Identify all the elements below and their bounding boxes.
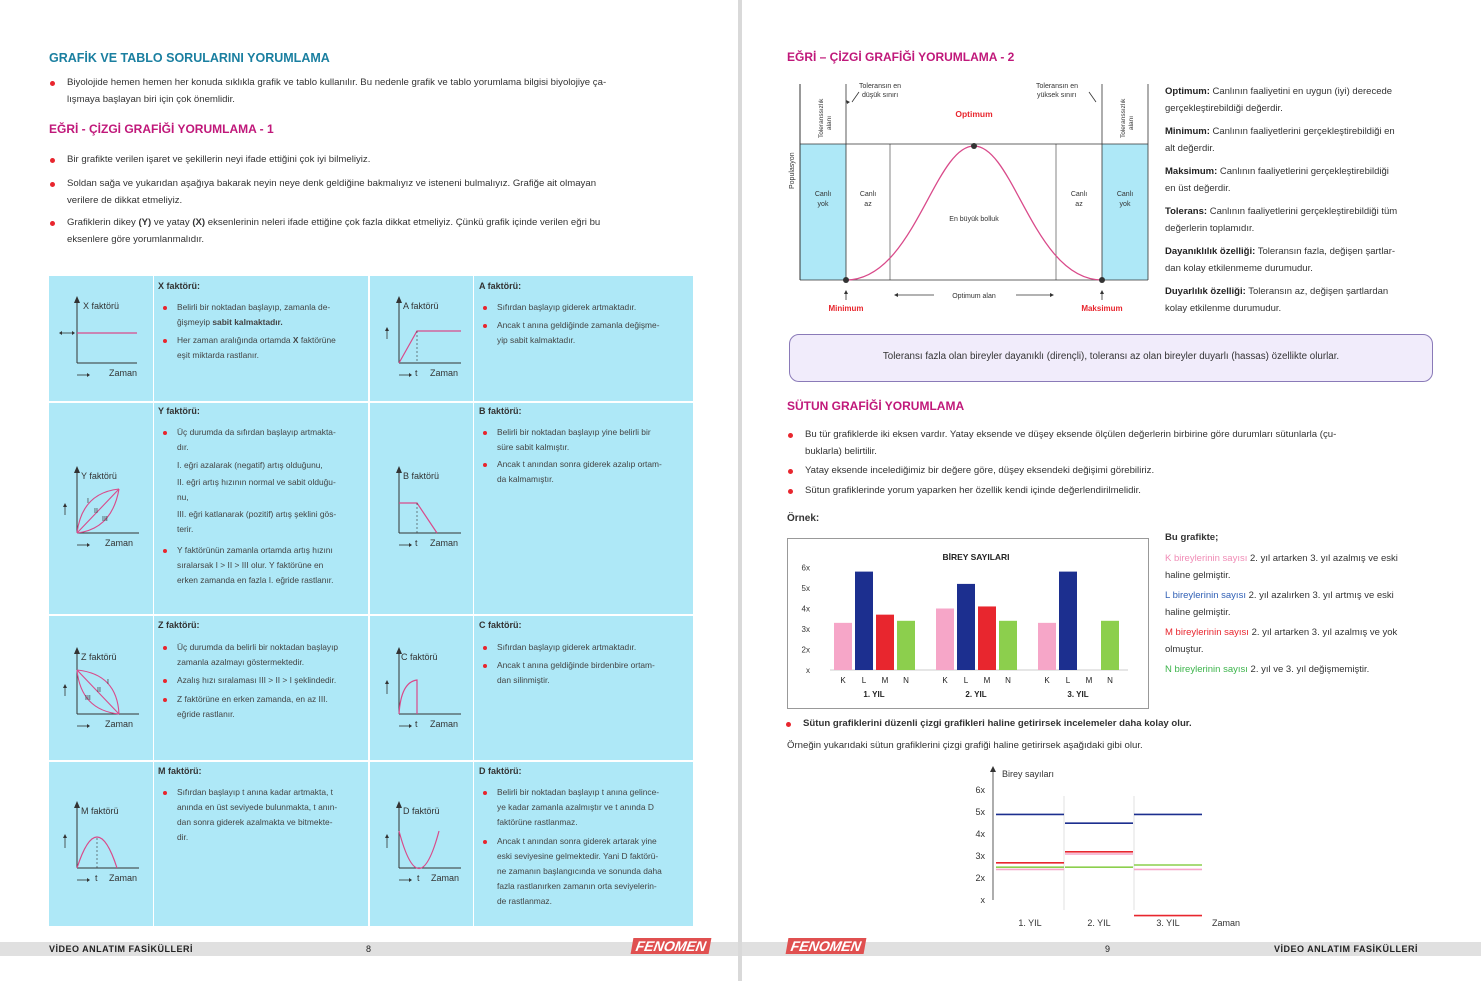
svg-text:Toleransın en: Toleransın en — [1036, 83, 1079, 90]
svg-text:alanı: alanı — [826, 115, 833, 130]
bar-N-1 — [897, 621, 915, 670]
svg-text:D faktörü: D faktörü — [403, 806, 440, 816]
line-y-tick: 3x — [975, 851, 985, 861]
svg-text:Canlı: Canlı — [814, 191, 832, 198]
footer-series-title: VİDEO ANLATIM FASİKÜLLERİ — [49, 944, 193, 954]
svg-text:Canlı: Canlı — [1116, 191, 1134, 198]
x-factor-text: Belirli bir noktadan başlayıp, zamanla de- ğişmeyip sabit kalmaktadır. — [177, 300, 365, 330]
y-tick-label: 5x — [801, 584, 810, 593]
bar-N-3 — [1101, 621, 1119, 670]
b-factor-graph — [379, 461, 474, 551]
line-y-label: Birey sayıları — [1002, 769, 1055, 779]
bar-series-label: N — [1005, 676, 1011, 685]
x-factor-axis-label: X faktörü — [83, 301, 120, 311]
chart-notes: K bireylerinin sayısı 2. yıl artarken 3. yıl azalmış ve eski haline gelmiştir. L bireylerinin sayısı 2. yıl azalırken 3. yıl artmış ve eski haline gelmiştir. M bireylerinin sayısı 2. yıl artarken 3. yıl azalmış ve yok olmuştur. N bireylerinin sayısı 2. yıl ve 3. yıl değişmemiştir. — [1165, 553, 1398, 675]
bar-chart-title: BİREY SAYILARI — [942, 552, 1010, 562]
svg-text:Canlı: Canlı — [1070, 191, 1088, 198]
line-y-tick: 5x — [975, 807, 985, 817]
svg-text:En büyük bolluk: En büyük bolluk — [949, 216, 999, 223]
svg-text:I: I — [107, 679, 109, 686]
section-title-2: EĞRİ – ÇİZGİ GRAFİĞİ YORUMLAMA - 2 — [787, 50, 1015, 64]
svg-text:II: II — [94, 508, 98, 515]
line-chart — [942, 760, 1262, 935]
bar-category-label: 3. YIL — [1067, 690, 1089, 699]
bar-series-label: M — [1085, 676, 1093, 685]
bar-L-1 — [855, 572, 873, 670]
svg-text:Toleransın en: Toleransın en — [859, 83, 902, 90]
b-factor-title: B faktörü: — [479, 406, 522, 416]
grid-divider — [49, 401, 693, 403]
bar-series-label: K — [1044, 676, 1050, 685]
svg-text:t: t — [415, 538, 418, 548]
section-title-3: SÜTUN GRAFİĞİ YORUMLAMA — [787, 399, 965, 413]
svg-text:B faktörü: B faktörü — [403, 471, 440, 481]
bar-series-label: K — [942, 676, 948, 685]
grid-divider — [153, 276, 154, 926]
line-x-label: 3. YIL — [1156, 918, 1180, 928]
bar-series-label: N — [1107, 676, 1113, 685]
bar-category-label: 2. YIL — [965, 690, 987, 699]
y-factor-title: Y faktörü: — [158, 406, 200, 416]
svg-text:Zaman: Zaman — [430, 719, 459, 729]
svg-text:Zaman: Zaman — [430, 538, 459, 548]
d-factor-graph — [379, 796, 474, 886]
svg-text:III: III — [102, 516, 108, 523]
in-this-chart: Bu grafikte; — [1165, 532, 1219, 543]
svg-text:Optimum: Optimum — [955, 109, 993, 119]
svg-text:Minimum: Minimum — [828, 304, 864, 313]
note-text: Toleransı fazla olan bireyler dayanıklı (dirençli), toleransı az olan bireyler duyarlı (hassas) özellikte olurlar. — [882, 351, 1340, 362]
footer-series-title: VİDEO ANLATIM FASİKÜLLERİ — [1274, 944, 1418, 954]
bar-series-label: N — [903, 676, 909, 685]
m-factor-graph — [57, 796, 152, 886]
note-box — [789, 334, 1433, 382]
brand-logo: FENOMEN — [631, 938, 712, 954]
svg-text:Zaman: Zaman — [105, 538, 134, 548]
svg-text:t: t — [415, 719, 418, 729]
bullet-dot — [50, 81, 55, 86]
svg-text:Populasyon: Populasyon — [789, 152, 796, 189]
svg-text:Zaman: Zaman — [431, 873, 460, 883]
y-factor-graph — [57, 461, 152, 551]
z-factor-title: Z faktörü: — [158, 620, 200, 630]
bar-series-label: M — [881, 676, 889, 685]
bullet-3: Grafiklerin dikey (Y) ve yatay (X) eksenlerinin neleri ifade ettiğine çok fazla dikkat etmeliyiz. Çünkü grafik içinde verilen eğri bu eksenlere göre yorumlanmalıdır. — [67, 214, 697, 248]
svg-text:Canlı: Canlı — [859, 191, 877, 198]
y-tick-label: x — [806, 666, 810, 675]
svg-text:I: I — [87, 498, 89, 505]
line-y-tick: x — [980, 895, 985, 905]
x-factor-graph — [57, 291, 152, 381]
bar-series-label: L — [1065, 676, 1071, 685]
svg-text:yok: yok — [817, 201, 829, 208]
svg-text:Z faktörü: Z faktörü — [81, 652, 117, 662]
svg-text:Y faktörü: Y faktörü — [81, 471, 117, 481]
a-factor-title: A faktörü: — [479, 281, 522, 291]
bar-L-2 — [957, 584, 975, 670]
svg-text:az: az — [864, 201, 872, 208]
grid-divider — [368, 276, 370, 926]
svg-text:C faktörü: C faktörü — [401, 652, 438, 662]
bar-M-2 — [978, 606, 996, 670]
svg-text:M faktörü: M faktörü — [81, 806, 119, 816]
svg-text:Toleranssızlık: Toleranssızlık — [1120, 98, 1127, 138]
svg-text:Zaman: Zaman — [105, 719, 134, 729]
grid-divider — [49, 614, 693, 616]
bar-series-label: L — [861, 676, 867, 685]
line-y-tick: 6x — [975, 785, 985, 795]
bar-K-3 — [1038, 623, 1056, 670]
bar-chart-frame — [787, 538, 1149, 709]
bar-series-label: K — [840, 676, 846, 685]
brand-logo: FENOMEN — [786, 938, 867, 954]
grid-divider — [49, 760, 693, 762]
page-number: 8 — [366, 944, 372, 954]
c-factor-title: C faktörü: — [479, 620, 522, 630]
d-factor-title: D faktörü: — [479, 766, 522, 776]
svg-text:II: II — [97, 687, 101, 694]
x-factor-title: X faktörü: — [158, 281, 201, 291]
bar-series-label: M — [983, 676, 991, 685]
line-y-arrow — [990, 766, 996, 772]
bar-category-label: 1. YIL — [863, 690, 885, 699]
y-tick-label: 4x — [801, 604, 810, 614]
bar-M-1 — [876, 615, 894, 670]
factor-grid: X faktörü Zaman X faktörü: Belirli bir noktadan başlayıp, zamanla de- ğişmeyip sabit kalmaktadır. Her zaman aralığında ortamda X faktörüne eşit miktarda rastlanır. A faktörü t Zaman A faktörü: Sıfırdan başlayıp giderek artmaktadır. Ancak t anına geldiğinde zamanla değişme- yip sabit kalmaktadır. Y faktörü I II III Zaman Y faktörü: Üç durumda da sıfırdan başlayıp artmakta- dır. I. eğri azalarak (negatif) artış olduğunu, II. eğri artış hızının normal ve sabit olduğu- nu, III. eğri katlanarak (pozitif) artış şeklini gös- terir. Y faktörünün zamanla ortamda artış hızını sıralarsak I > II > III olur. Y faktörüne en erken zamanda en fazla I. eğride rastlanır. B faktörü t Zaman B faktörü: Belirli bir noktadan başlayıp yine belirli bir süre sabit kalmıştır. Ancak t anından sonra giderek azalıp ortam- da kalmamıştır. Z faktörü I II III Zaman Z faktörü: Üç durumda da belirli bir noktadan başlayıp zamanla azalmayı göstermektedir. Azalış hızı sıralaması III > II > I şeklindedir. Z faktörüne en erken zamanda, en az III. eğride rastlanır. C faktörü t Zaman C faktörü: Sıfırdan başlayıp giderek artmaktadır. Ancak t anına geldiğinde birdenbire ortam- dan silinmiştir. M faktörü t Zaman M faktörü: Sıfırdan başlayıp t anına kadar artmakta, t anında en üst seviyede bulunmakta, t anın- dan sonra giderek azalmakta ve bitmekte- dir. D faktörü t Zaman D faktörü: Belirli bir noktadan başlayıp t anına gelince- ye kadar zamanla azalmıştır ve t anında D faktörüne rastlanmaz. Ancak t anından sonra giderek artarak yine eski seviyesine gelmektedir. Yani D faktörü- ne zamanın başlangıcında ve sonunda daha fazla rastlanırken zamanın orta seviyelerin- de rastlanmaz. — [49, 276, 693, 926]
svg-text:A faktörü: A faktörü — [403, 301, 439, 311]
m-factor-title: M faktörü: — [158, 766, 202, 776]
bullet-2: Soldan sağa ve yukarıdan aşağıya bakarak neyin neye denk geldiğine bakmalıyız ve isteneni bulmalıyız. Grafiğe ait olmayan verilere de dikkat etmeliyiz. — [67, 175, 697, 209]
y-tick-label: 6x — [801, 563, 810, 573]
svg-text:düşük sınırı: düşük sınırı — [862, 92, 899, 99]
tolerance-diagram — [784, 74, 1156, 324]
bar-chart — [788, 539, 1148, 708]
svg-text:III: III — [85, 695, 91, 702]
intro-bullet: Biyolojide hemen hemen her konuda sıklıkla grafik ve tablo kullanılır. Bu nedenle grafik ve tablo yorumlama bilgisi biyolojiye ça- lışmaya başlayan biri için çok önemlidir. — [67, 74, 697, 108]
bar-N-2 — [999, 621, 1017, 670]
a-factor-graph — [379, 291, 474, 381]
svg-text:alanı: alanı — [1128, 115, 1135, 130]
c-factor-graph — [379, 642, 474, 732]
svg-text:t: t — [415, 368, 418, 378]
bullet-1: Bir grafikte verilen işaret ve şekillerin neyi ifade ettiğini çok iyi bilmeliyiz. — [67, 151, 697, 168]
y-tick-label: 2x — [801, 645, 810, 655]
example-label: Örnek: — [787, 513, 820, 524]
svg-text:Zaman: Zaman — [430, 368, 459, 378]
svg-text:t: t — [417, 873, 420, 883]
line-x-axis-label: Zaman — [1212, 918, 1241, 928]
z-factor-graph — [57, 642, 152, 732]
page-number: 9 — [1105, 944, 1111, 954]
line-y-tick: 2x — [975, 873, 985, 883]
svg-text:Toleranssızlık: Toleranssızlık — [818, 98, 825, 138]
bar-L-3 — [1059, 572, 1077, 670]
bar-K-2 — [936, 609, 954, 671]
y-tick-label: 3x — [801, 625, 810, 634]
line-x-label: 2. YIL — [1087, 918, 1111, 928]
bar-K-1 — [834, 623, 852, 670]
svg-text:Maksimum: Maksimum — [1081, 304, 1123, 313]
tip-2: Örneğin yukarıdaki sütun grafiklerini çizgi grafiği haline getirirsek aşağıdaki gibi olur. — [787, 740, 1143, 751]
svg-text:Optimum alan: Optimum alan — [952, 293, 996, 300]
line-y-tick: 4x — [975, 829, 985, 839]
svg-text:t: t — [95, 873, 98, 883]
svg-text:az: az — [1075, 201, 1083, 208]
line-x-label: 1. YIL — [1018, 918, 1042, 928]
svg-text:yok: yok — [1119, 201, 1131, 208]
left-page — [0, 0, 738, 981]
definitions: Optimum: Canlının faaliyetini en uygun (iyi) derecede gerçekleştirebildiği değerdir. Minimum: Canlının faaliyetlerini gerçekleştirebildiği en alt değerdir. Maksimum: Canlının faaliyetlerini gerçekleştirebildiği en üst değerdir. Tolerans: Canlının faaliyetlerini gerçekleştirebildiği tüm değerlerin toplamıdır. Dayanıklılık özelliği: Toleransın fazla, değişen şartlar- dan kolay etkilenmeme durumudur. Duyarlılık özelliği: Toleransın az, değişen şartlardan kolay etkilenme durumudur. — [1165, 86, 1398, 314]
right-page: EĞRİ – ÇİZGİ GRAFİĞİ YORUMLAMA - 2 Toleransın en düşük sınırı Toleransın en yüksek sınırı Optimum Toleranssızlık alanı Toleranssızlık alanı Populasyon Canlı yok Canlı az Canlı az Canlı yok En büyük bolluk Minimum Maksimum Optimum alan Optimum: Canlının faaliyetini en uygun (iyi) derecede gerçekleştirebildiği değerdir. Minimum: Canlının faaliyetlerini gerçekleştirebildiği en alt değerdir. Maksimum: Canlının faaliyetlerini gerçekleştirebildiği en üst değerdir. Tolerans: Canlının faaliyetlerini gerçekleştirebildiği tüm değerlerin toplamıdır. Dayanıklılık özelliği: Toleransın fazla, değişen şartlar- dan kolay etkilenmeme durumudur. Duyarlılık özelliği: Toleransın az, değişen şartlardan kolay etkilenme durumudur. Toleransı fazla olan bireyler dayanıklı (dirençli), toleransı az olan bireyler duyarlı (hassas) özellikte olurlar. SÜTUN GRAFİĞİ YORUMLAMA Bu tür grafiklerde iki eksen vardır. Yatay eksende ve düşey eksende ölçülen değerlerin birbirine göre durumları sütunlarla (çu- buklarla) belirtilir. Yatay eksende incelediğimiz bir değere göre, düşey eksendeki değişimi görebiliriz. Sütun grafiklerinde yorum yaparken her özellik kendi içinde değerlendirilmelidir. Örnek: BİREY SAYILARI x 2x 3x 4x 5x 6x K L M N 1. YIL K L M N 2. YIL K L M N 3. YIL Bu grafikte; K bireylerinin sayısı 2. yıl artarken 3. yıl azalmış ve eski haline gelmiştir. L bireylerinin sayısı 2. yıl azalırken 3. yıl artmış ve eski haline gelmiştir. M bireylerinin sayısı 2. yıl artarken 3. yıl azalmış ve yok olmuştur. N bireylerinin sayısı 2. yıl ve 3. yıl değişmemiştir. Sütun grafiklerini düzenli çizgi grafikleri haline getirirsek incelemeler daha kolay olur. Örneğin yukarıdaki sütun grafiklerini çizgi grafiği haline getirirsek aşağıdaki gibi olur. Birey sayıları x 2x 3x 4x 5x 6x 1. YIL 2. YIL 3. YIL Zaman FENOMEN 9 VİDEO ANLATIM FASİKÜLLERİ — [742, 0, 1481, 981]
svg-text:Zaman: Zaman — [109, 368, 138, 378]
section-title-1: EĞRİ - ÇİZGİ GRAFİĞİ YORUMLAMA - 1 — [49, 122, 274, 136]
page-title: GRAFİK VE TABLO SORULARINI YORUMLAMA — [49, 51, 330, 65]
svg-text:yüksek sınırı: yüksek sınırı — [1037, 92, 1077, 99]
svg-text:Zaman: Zaman — [109, 873, 138, 883]
bar-series-label: L — [963, 676, 969, 685]
